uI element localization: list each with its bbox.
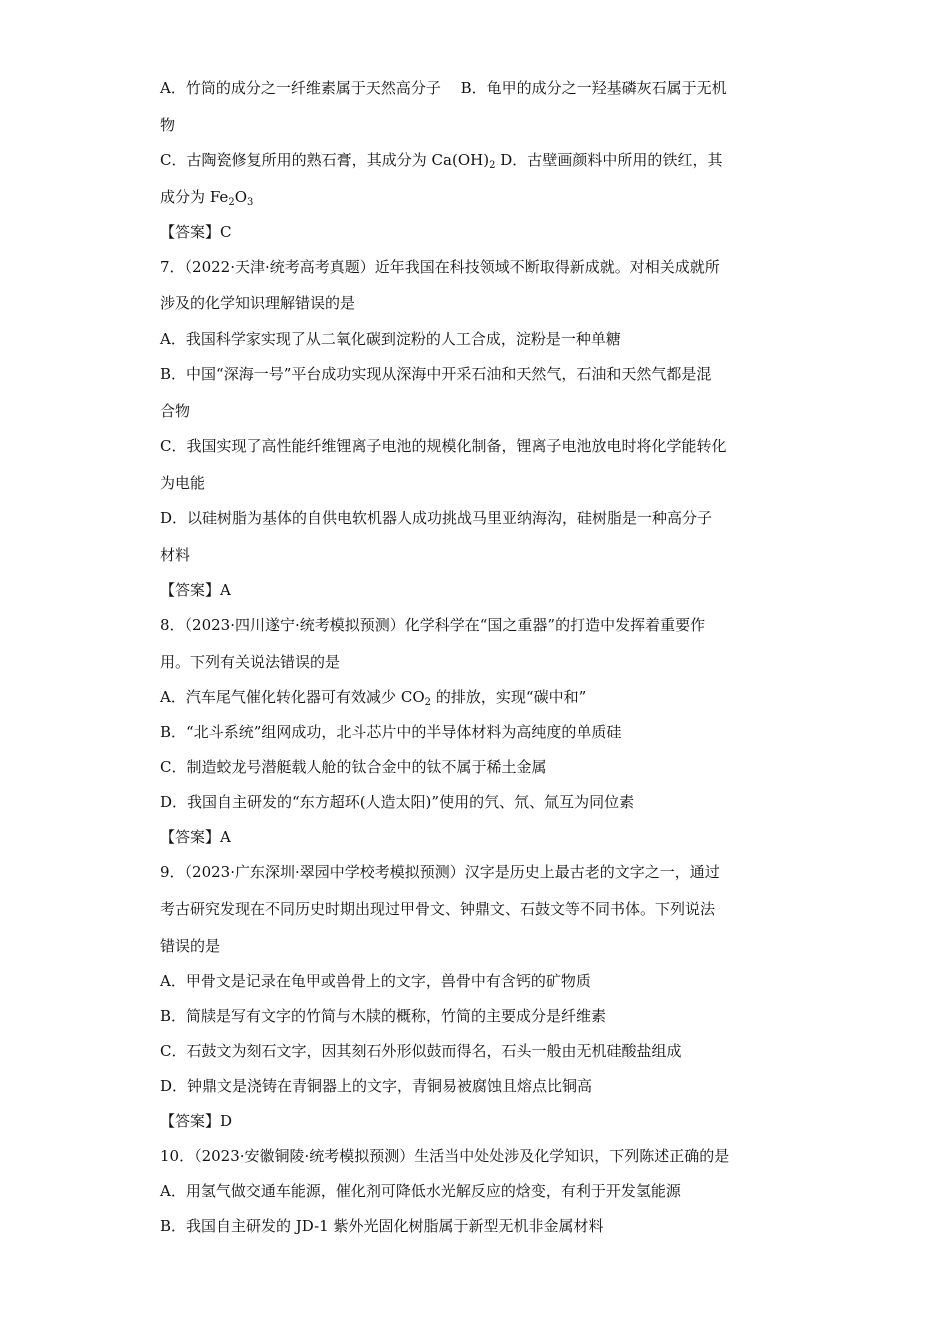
answer-line: 【答案】C: [160, 223, 232, 241]
answer-line: 【答案】A: [160, 828, 231, 846]
option-line: 材料: [160, 546, 191, 564]
question-8-stem: 用。下列有关说法错误的是: [160, 653, 341, 671]
question-9-stem: 9．（2023·广东深圳·翠园中学校考模拟预测）汉字是历史上最古老的文字之一，通过: [160, 863, 720, 881]
option-line: C．我国实现了高性能纤维锂离子电池的规模化制备，锂离子电池放电时将化学能转化: [160, 437, 727, 455]
option-line: A．我国科学家实现了从二氧化碳到淀粉的人工合成，淀粉是一种单糖: [160, 330, 621, 348]
question-10-stem: 10．（2023·安徽铜陵·统考模拟预测）生活当中处处涉及化学知识，下列陈述正确的是: [160, 1147, 730, 1165]
question-7-stem: 7．（2022·天津·统考高考真题）近年我国在科技领域不断取得新成就。对相关成就所: [160, 258, 720, 276]
option-line: B．简牍是写有文字的竹简与木牍的概称，竹简的主要成分是纤维素: [160, 1007, 607, 1025]
text-line: 物: [160, 116, 176, 134]
option-line: A．用氢气做交通车能源，催化剂可降低水光解反应的焓变，有利于开发氢能源: [160, 1182, 681, 1200]
text-line: 成分为 $Fe_2O_3$: [160, 188, 254, 208]
option-line: D．钟鼎文是浇铸在青铜器上的文字，青铜易被腐蚀且熔点比铜高: [160, 1077, 593, 1095]
answer-line: 【答案】D: [160, 1112, 233, 1130]
question-9-stem: 考古研究发现在不同历史时期出现过甲骨文、钟鼎文、石鼓文等不同书体。下列说法: [160, 900, 716, 918]
option-line: D．我国自主研发的“东方超环(人造太阳)”使用的氕、氘、氚互为同位素: [160, 793, 635, 811]
answer-line: 【答案】A: [160, 581, 231, 599]
question-8-stem: 8．（2023·四川遂宁·统考模拟预测）化学科学在“国之重器”的打造中发挥着重要作: [160, 616, 706, 634]
question-9-stem: 错误的是: [160, 937, 221, 955]
option-line: C．石鼓文为刻石文字，因其刻石外形似鼓而得名，石头一般由无机硅酸盐组成: [160, 1042, 682, 1060]
text-line: A．竹筒的成分之一纤维素属于天然高分子 B．龟甲的成分之一羟基磷灰石属于无机: [160, 79, 727, 97]
option-line: D．以硅树脂为基体的自供电软机器人成功挑战马里亚纳海沟，硅树脂是一种高分子: [160, 509, 713, 527]
text-line: C．古陶瓷修复所用的熟石膏，其成分为 $Ca(OH)_2$ D．古壁画颜料中所用的铁红，其: [160, 151, 723, 171]
option-line: B．“北斗系统”组网成功，北斗芯片中的半导体材料为高纯度的单质硅: [160, 723, 622, 741]
option-line: B．我国自主研发的 JD-1 紫外光固化树脂属于新型无机非金属材料: [160, 1217, 604, 1235]
option-line: C．制造蛟龙号潜艇载人舱的钛合金中的钛不属于稀土金属: [160, 758, 547, 776]
question-7-stem: 涉及的化学知识理解错误的是: [160, 294, 356, 312]
option-line: A．甲骨文是记录在龟甲或兽骨上的文字，兽骨中有含钙的矿物质: [160, 972, 591, 990]
option-line: 为电能: [160, 474, 206, 492]
option-line: A．汽车尾气催化转化器可有效减少 $CO_2$ 的排放，实现“碳中和”: [160, 688, 587, 708]
option-line: 合物: [160, 402, 191, 420]
option-line: B．中国“深海一号”平台成功实现从深海中开采石油和天然气，石油和天然气都是混: [160, 365, 712, 383]
